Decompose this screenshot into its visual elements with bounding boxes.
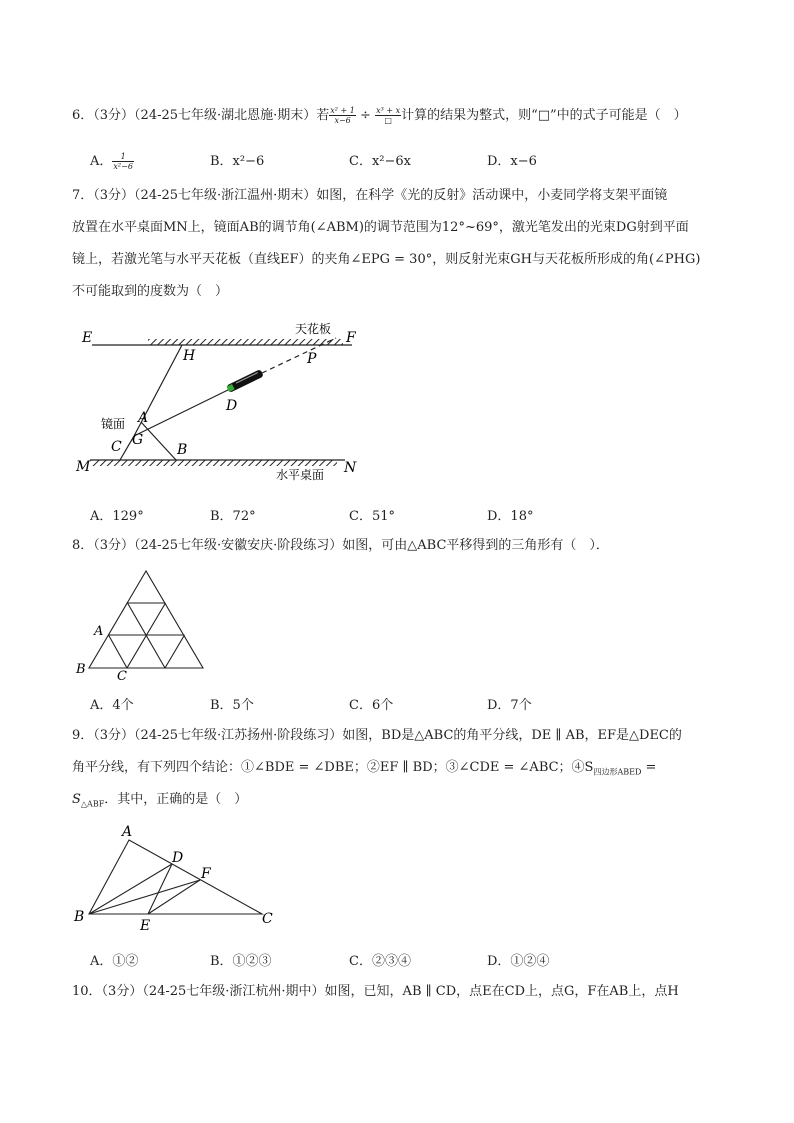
q6-option-a[interactable]: A． $\frac{1}{\text{x²−6}}$ <box>90 152 133 171</box>
fraction-2: $\frac{\text{x³ + x}}{□}$ <box>376 106 401 125</box>
q7-figure <box>0 318 794 493</box>
q8-option-c[interactable]: C．6个 <box>349 698 394 713</box>
q9-option-c[interactable]: C．②③④ <box>349 954 411 969</box>
question-7-line-1: 7．（3分）（24-25七年级·浙江温州·期末）如图，在科学《光的反射》活动课中，小麦同学将支架平面镜 <box>72 188 668 203</box>
q8-option-b[interactable]: B．5个 <box>210 698 254 713</box>
table-hatch <box>92 460 337 466</box>
label-b: B <box>177 442 188 458</box>
option-a-fraction: $\frac{1}{\text{x²−6}}$ <box>113 152 133 171</box>
label-mirror: 镜面 <box>101 417 126 431</box>
mirror-ab <box>141 422 176 460</box>
label-b: B <box>76 662 86 677</box>
q7-option-d[interactable]: D．18° <box>487 509 534 524</box>
label-c: C <box>117 669 127 684</box>
label-table: 水平桌面 <box>276 468 325 482</box>
label-n: N <box>344 460 357 476</box>
label-d: D <box>226 398 238 414</box>
q9-option-d[interactable]: D．①②④ <box>487 954 550 969</box>
label-a: A <box>122 824 133 840</box>
laser-ray <box>134 388 232 436</box>
question-9-line-2: 角平分线，有下列四个结论：①∠BDE = ∠DBE；②EF ∥ BD；③∠CDE = ∠ABC；$④S_{四边形ABED}$ = <box>72 760 657 777</box>
label-e: E <box>82 330 93 346</box>
q7-option-c[interactable]: C．51° <box>349 509 395 524</box>
label-ceiling: 天花板 <box>295 322 332 336</box>
ceiling-hatch <box>148 339 343 345</box>
question-6-stem: 6．（3分）（24-25七年级·湖北恩施·期末）若 $\frac{\text{x² + 1}}{x-6}$ ÷ $\frac{\text{x³ + x}}{□}$ 计算的结果为整式，则“□”中的式子可能是（ ） <box>72 106 687 125</box>
label-f: F <box>346 330 356 346</box>
q9-option-a[interactable]: A．①② <box>90 954 139 969</box>
fraction-1: $\frac{\text{x² + 1}}{x-6}$ <box>330 106 355 125</box>
grid-line-4 <box>109 635 128 668</box>
q9-option-b[interactable]: B．①②③ <box>210 954 272 969</box>
q6-option-b[interactable]: B．x²−6 <box>210 154 265 169</box>
label-a: A <box>94 624 104 639</box>
question-9-line-1: 9．（3分）（24-25七年级·江苏扬州·阶段练习）如图，BD是△ABC的角平分线，DE ∥ AB，EF是△DEC的 <box>72 728 682 743</box>
q8-option-a[interactable]: A．4个 <box>90 698 134 713</box>
question-9-line-3: $S_{\triangle ABF}$．其中，正确的是（ ） <box>72 792 248 809</box>
label-c: C <box>111 439 122 455</box>
q7-option-b[interactable]: B．72° <box>210 509 256 524</box>
label-m: M <box>76 459 91 475</box>
label-e: E <box>140 918 151 934</box>
label-c: C <box>262 911 273 927</box>
q9-figure <box>0 820 794 938</box>
question-10-line-1: 10．（3分）（24-25七年级·浙江杭州·期中）如图，已知，AB ∥ CD，点E在CD上，点G，F在AB上，点H <box>72 984 679 999</box>
label-p: P <box>307 351 317 367</box>
big-triangle <box>89 571 203 668</box>
question-8-line-1: 8．（3分）（24-25七年级·安徽安庆·阶段练习）如图，可由△ABC平移得到的三角形有（ ）． <box>72 538 609 553</box>
grid-line-6 <box>165 635 185 668</box>
q6-option-c[interactable]: C．x²−6x <box>349 154 411 169</box>
q6-option-d[interactable]: D．x−6 <box>487 154 537 169</box>
label-a: A <box>138 410 149 426</box>
label-f: F <box>201 866 211 882</box>
laser-pen <box>226 369 264 393</box>
label-b: B <box>74 909 85 925</box>
segment-bf <box>89 880 200 914</box>
q7-option-a[interactable]: A．129° <box>90 509 144 524</box>
label-g: G <box>132 432 144 448</box>
q8-option-d[interactable]: D．7个 <box>487 698 532 713</box>
label-d: D <box>172 850 184 866</box>
question-7-line-4: 不可能取到的度数为（ ） <box>72 284 229 299</box>
q8-figure <box>0 564 794 686</box>
question-7-line-3: 镜上，若激光笔与水平天花板（直线EF）的夹角∠EPG = 30°，则反射光束GH与天花板所形成的角(∠PHG) <box>72 252 701 267</box>
question-7-line-2: 放置在水平桌面MN上，镜面AB的调节角(∠ABM)的调节范围为12°~69°，激光笔发出的光束DG射到平面 <box>72 220 689 235</box>
label-h: H <box>183 348 196 364</box>
